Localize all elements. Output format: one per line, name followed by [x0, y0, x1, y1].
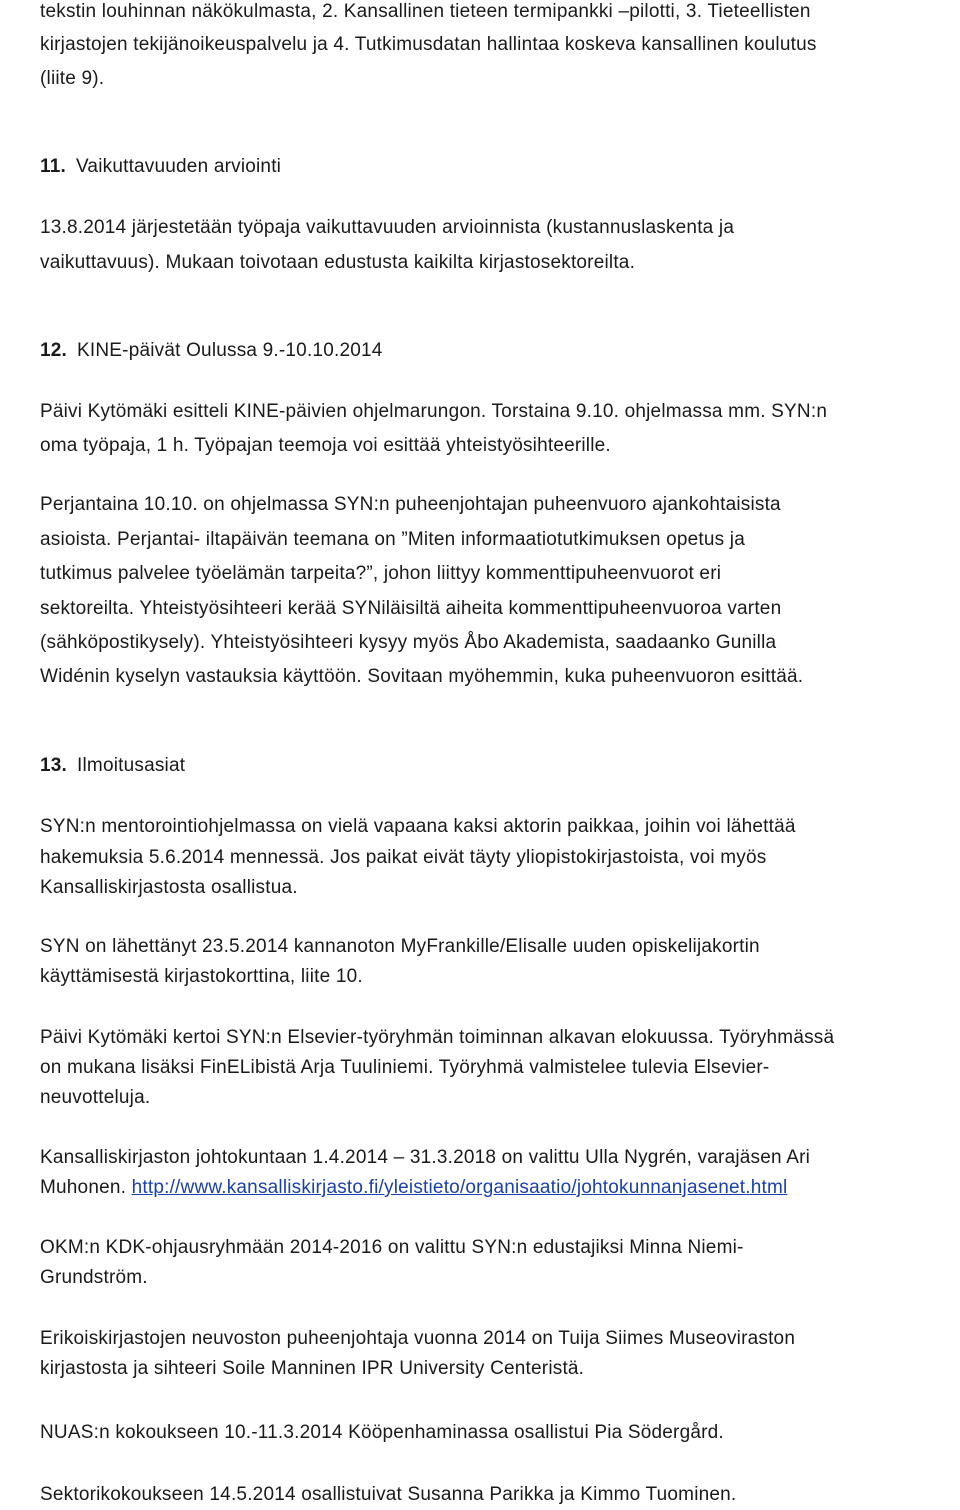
paragraph-line: Kansalliskirjaston johtokuntaan 1.4.2014 – 31.3.2018 on valittu Ulla Nygrén, varajäsen Ari	[40, 1147, 811, 1168]
paragraph-line: sektoreilta. Yhteistyösihteeri kerää SYNiläisiltä aiheita kommenttipuheenvuoroa varten	[40, 598, 782, 619]
section-title: Vaikuttavuuden arviointi	[75, 156, 282, 177]
paragraph-line: Sektorikokoukseen 14.5.2014 osallistuivat Susanna Parikka ja Kimmo Tuominen.	[40, 1484, 737, 1505]
paragraph-line: NUAS:n kokoukseen 10.-11.3.2014 Kööpenhaminassa osallistui Pia Södergård.	[40, 1422, 724, 1443]
paragraph-line: neuvotteluja.	[40, 1087, 151, 1108]
paragraph-line: Päivi Kytömäki kertoi SYN:n Elsevier-työryhmän toiminnan alkavan elokuussa. Työryhmässä	[40, 1027, 835, 1048]
johtokunta-link[interactable]: http://www.kansalliskirjasto.fi/yleistieto/organisaatio/johtokunnanjasenet.html	[131, 1177, 788, 1198]
paragraph-line: Widénin kyselyn vastauksia käyttöön. Sovitaan myöhemmin, kuka puheenvuoron esittää.	[40, 666, 804, 687]
section-title: KINE-päivät Oulussa 9.-10.10.2014	[77, 340, 383, 361]
paragraph-line: asioista. Perjantai- iltapäivän teemana on ”Miten informaatiotutkimuksen opetus ja	[40, 529, 745, 550]
paragraph-line: Erikoiskirjastojen neuvoston puheenjohtaja vuonna 2014 on Tuija Siimes Museoviraston	[40, 1328, 796, 1349]
paragraph-line: SYN on lähettänyt 23.5.2014 kannanoton MyFrankille/Elisalle uuden opiskelijakortin	[40, 936, 760, 957]
paragraph-line: hakemuksia 5.6.2014 mennessä. Jos paikat eivät täyty yliopistokirjastoista, voi myös	[40, 847, 767, 868]
intro-line: tekstin louhinnan näkökulmasta, 2. Kansallinen tieteen termipankki –pilotti, 3. Tieteellisten	[40, 1, 811, 22]
paragraph-line: Grundström.	[40, 1267, 148, 1288]
paragraph-line: Perjantaina 10.10. on ohjelmassa SYN:n puheenjohtajan puheenvuoro ajankohtaisista	[40, 494, 781, 515]
intro-line: (liite 9).	[40, 68, 105, 89]
paragraph-line: Kansalliskirjastosta osallistua.	[40, 877, 298, 898]
paragraph-line: OKM:n KDK-ohjausryhmään 2014-2016 on valittu SYN:n edustajiksi Minna Niemi-	[40, 1237, 744, 1258]
paragraph-line: oma työpaja, 1 h. Työpajan teemoja voi esittää yhteistyösihteerille.	[40, 435, 611, 456]
paragraph-line: vaikuttavuus). Mukaan toivotaan edustusta kaikilta kirjastosektoreilta.	[40, 252, 636, 273]
section-number: 12.	[40, 340, 68, 361]
section-12-heading	[40, 339, 383, 363]
paragraph-text: Muhonen.	[40, 1177, 132, 1198]
section-11-heading	[40, 155, 281, 179]
section-title: Ilmoitusasiat	[77, 755, 186, 776]
section-number: 11.	[40, 156, 66, 177]
paragraph-line: tutkimus palvelee työelämän tarpeita?”, johon liittyy kommenttipuheenvuorot eri	[40, 563, 722, 584]
paragraph-line: 13.8.2014 järjestetään työpaja vaikuttavuuden arvioinnista (kustannuslaskenta ja	[40, 217, 735, 238]
section-13-heading	[40, 754, 185, 778]
paragraph-line: (sähköpostikysely). Yhteistyösihteeri kysyy myös Åbo Akademista, saadaanko Gunilla	[40, 632, 777, 653]
paragraph-line: on mukana lisäksi FinELibistä Arja Tuuliniemi. Työryhmä valmistelee tulevia Elsevier-	[40, 1057, 770, 1078]
section-number: 13.	[40, 755, 68, 776]
paragraph-line: SYN:n mentorointiohjelmassa on vielä vapaana kaksi aktorin paikkaa, joihin voi lähettää	[40, 816, 796, 837]
paragraph-line: kirjastosta ja sihteeri Soile Manninen IPR University Centeristä.	[40, 1358, 585, 1379]
paragraph-line: käyttämisestä kirjastokorttina, liite 10.	[40, 966, 363, 987]
intro-line: kirjastojen tekijänoikeuspalvelu ja 4. Tutkimusdatan hallintaa koskeva kansallinen koulutus	[40, 34, 817, 55]
paragraph-line: Päivi Kytömäki esitteli KINE-päivien ohjelmarungon. Torstaina 9.10. ohjelmassa mm. SYN:n	[40, 401, 828, 422]
paragraph-line	[40, 1176, 787, 1200]
